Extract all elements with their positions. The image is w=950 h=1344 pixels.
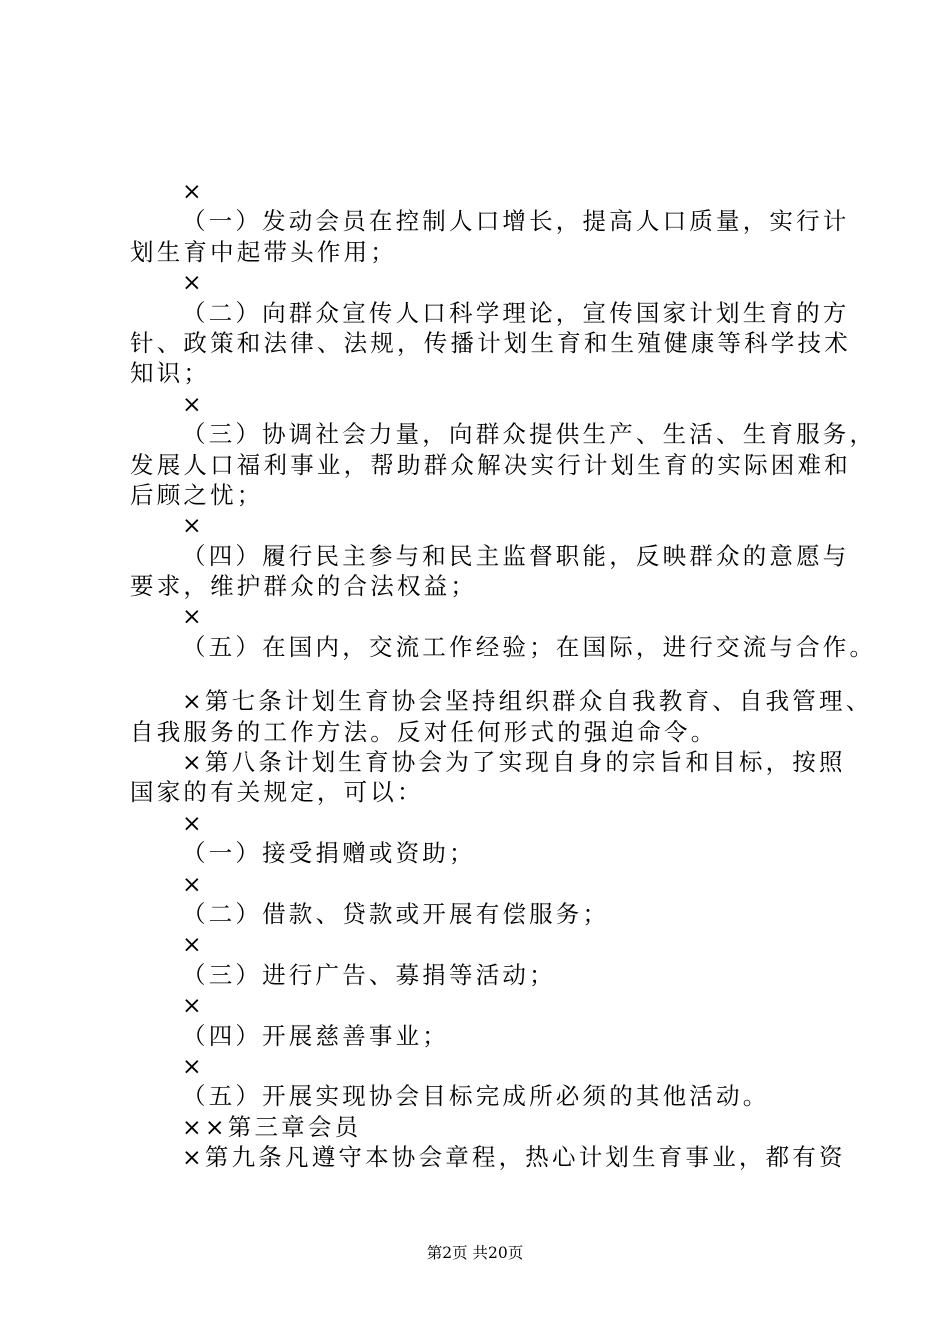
text-line: ×第七条计划生育协会坚持组织群众自我教育、自我管理、: [182, 687, 873, 716]
text-line: （三）进行广告、募捐等活动；: [182, 960, 556, 989]
text-line: 国家的有关规定，可以：: [130, 778, 424, 807]
text-line: 要求，维护群众的合法权益；: [130, 572, 478, 601]
separator-mark: ×: [182, 268, 205, 297]
separator-mark: ×: [182, 511, 205, 540]
text-line: （四）履行民主参与和民主监督职能，反映群众的意愿与: [182, 541, 850, 570]
text-line: （二）向群众宣传人口科学理论，宣传国家计划生育的方: [182, 298, 850, 327]
separator-mark: ×: [182, 602, 205, 631]
text-line: 知识；: [130, 359, 211, 388]
separator-mark: ×: [182, 930, 205, 959]
page-footer: 第2页 共20页: [426, 1244, 524, 1262]
text-line: 划生育中起带头作用；: [130, 237, 397, 266]
text-line: ×第九条凡遵守本协会章程，热心计划生育事业，都有资: [182, 1143, 846, 1172]
text-line: 后顾之忧；: [130, 480, 264, 509]
separator-mark: ×: [182, 389, 205, 418]
text-line: 自我服务的工作方法。反对任何形式的强迫命令。: [130, 717, 718, 746]
text-line: （四）开展慈善事业；: [182, 1021, 449, 1050]
separator-mark: ×: [182, 177, 205, 205]
text-line: （一）发动会员在控制人口增长，提高人口质量，实行计: [182, 207, 850, 236]
text-line: （一）接受捐赠或资助；: [182, 839, 476, 868]
text-line: （五）开展实现协会目标完成所必须的其他活动。: [182, 1082, 770, 1111]
text-line: （五）在国内，交流工作经验；在国际，进行交流与合作。: [182, 632, 877, 661]
text-line: 针、政策和法律、法规，传播计划生育和生殖健康等科学技术: [130, 328, 851, 357]
separator-mark: ×: [182, 1051, 205, 1080]
text-line: （三）协调社会力量，向群众提供生产、生活、生育服务，: [182, 420, 877, 449]
text-line: （二）借款、贷款或开展有偿服务；: [182, 899, 610, 928]
separator-mark: ×: [182, 808, 205, 837]
separator-mark: ×: [182, 869, 205, 898]
text-line: 发展人口福利事业，帮助群众解决实行计划生育的实际困难和: [130, 450, 851, 479]
text-line: ×第八条计划生育协会为了实现自身的宗旨和目标，按照: [182, 748, 846, 777]
text-line: ××第三章会员: [182, 1112, 362, 1141]
document-body: [130, 176, 877, 1173]
separator-mark: ×: [182, 991, 205, 1020]
